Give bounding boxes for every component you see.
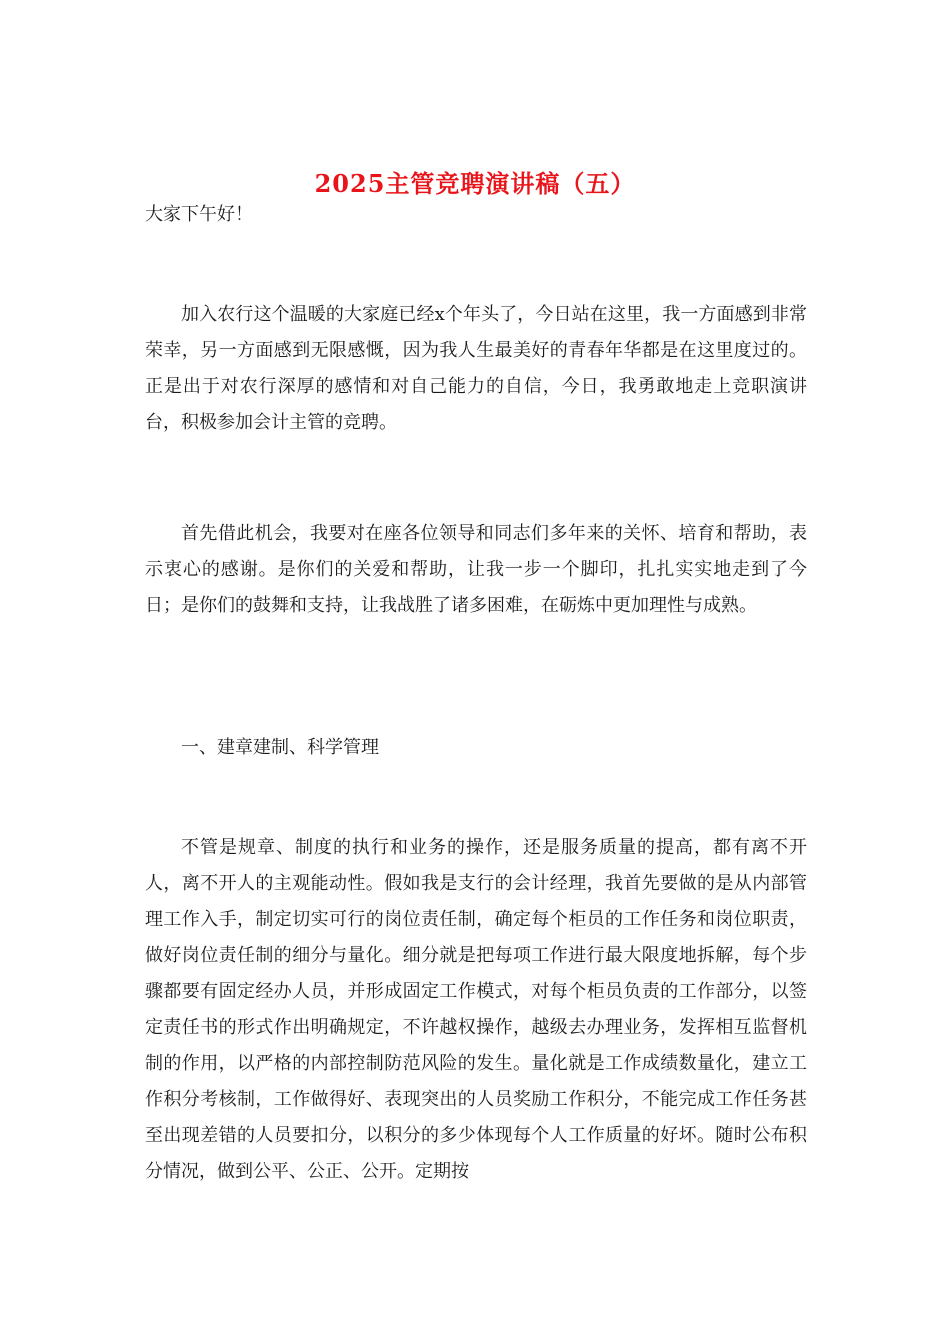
document-title: 2025主管竞聘演讲稿（五） <box>314 169 636 199</box>
paragraph-thanks: 首先借此机会，我要对在座各位领导和同志们多年来的关怀、培育和帮助，表示衷心的感谢。是你们的关爱和帮助，让我一步一个脚印，扎扎实实地走到了今日；是你们的鼓舞和支持，让我战胜了诸多困难，在砺炼中更加理性与成熟。 <box>145 523 807 616</box>
greeting: 大家下午好！ <box>145 204 253 225</box>
paragraph-intro: 加入农行这个温暖的大家庭已经x个年头了，今日站在这里，我一方面感到非常荣幸，另一方面感到无限感慨，因为我人生最美好的青春年华都是在这里度过的。正是出于对农行深厚的感情和对自己能力的自信，今日，我勇敢地走上竞职演讲台，积极参加会计主管的竞聘。 <box>145 304 807 433</box>
section-heading: 一、建章建制、科学管理 <box>181 737 379 758</box>
paragraph-management: 不管是规章、制度的执行和业务的操作，还是服务质量的提高，都有离不开人，离不开人的主观能动性。假如我是支行的会计经理，我首先要做的是从内部管理工作入手，制定切实可行的岗位责任制，确定每个柜员的工作任务和岗位职责，做好岗位责任制的细分与量化。细分就是把每项工作进行最大限度地拆解，每个步骤都要有固定经办人员，并形成固定工作模式，对每个柜员负责的工作部分，以签定责任书的形式作出明确规定，不许越权操作，越级去办理业务，发挥相互监督机制的作用，以严格的内部控制防范风险的发生。量化就是工作成绩数量化，建立工作积分考核制，工作做得好、表现突出的人员奖励工作积分，不能完成工作任务甚至出现差错的人员要扣分，以积分的多少体现每个人工作质量的好坏。随时公布积分情况，做到公平、公正、公开。定期按 <box>145 837 807 1182</box>
